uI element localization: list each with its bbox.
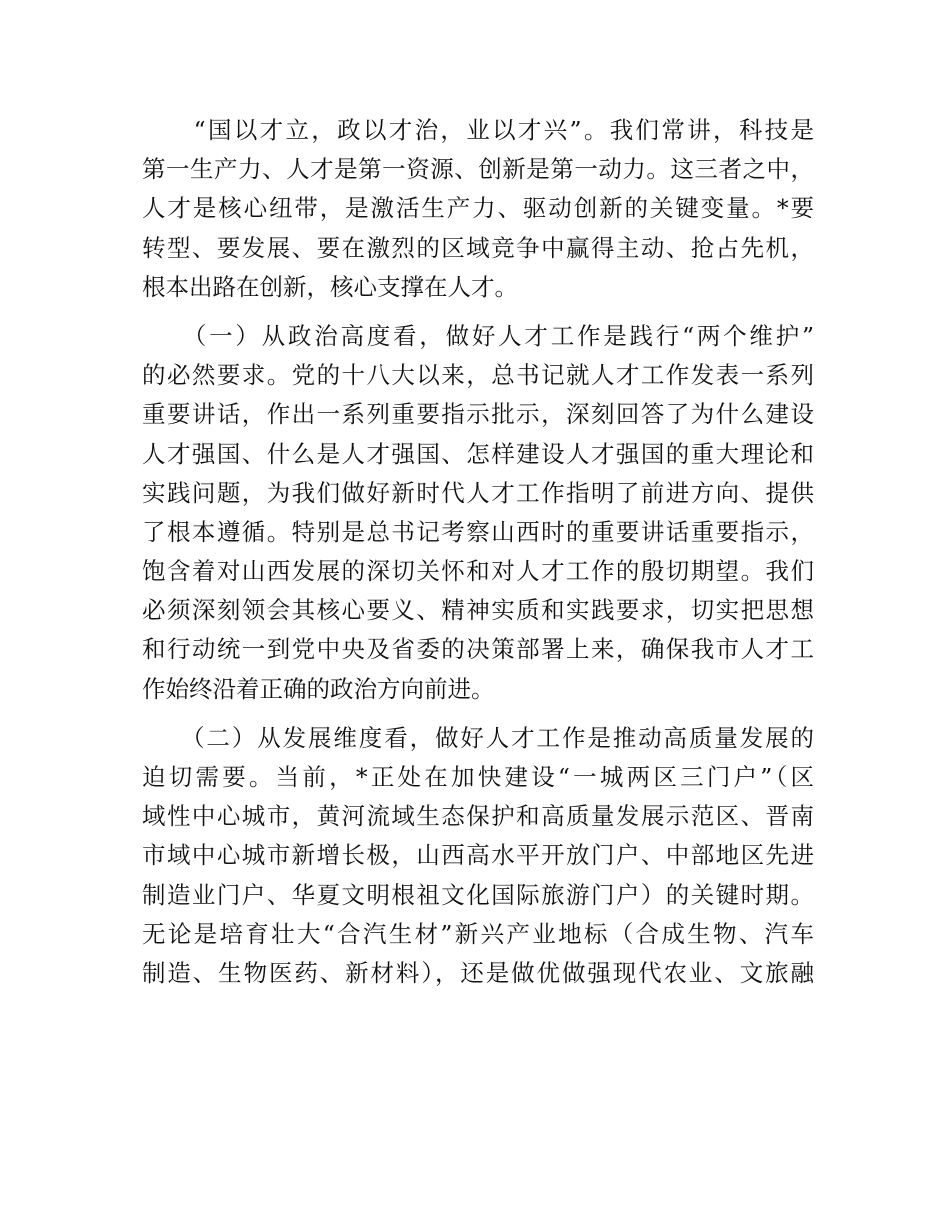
text-line: 根本出路在创新，核心支撑在人才。 — [142, 272, 518, 301]
paragraph-gap — [142, 709, 814, 719]
text-line: （一）从政治高度看，做好人才工作是践行“两个维护” — [142, 321, 814, 350]
text-line: （二）从发展维度看，做好人才工作是推动高质量发展的 — [142, 723, 814, 752]
text-line: 制造业门户、华夏文明根祖文化国际旅游门户）的关键时期。 — [142, 880, 814, 909]
paragraph-intro — [142, 111, 814, 307]
text-line: 域性中心城市，黄河流域生态保护和高质量发展示范区、晋南 — [142, 802, 814, 831]
text-line: 了根本遵循。特别是总书记考察山西时的重要讲话重要指示， — [142, 517, 814, 546]
text-line: 的必然要求。党的十八大以来，总书记就人才工作发表一系列 — [142, 361, 814, 390]
text-line: 饱含着对山西发展的深切关怀和对人才工作的殷切期望。我们 — [142, 557, 814, 586]
paragraph-development — [142, 719, 814, 993]
text-line: 人才是核心纽带，是激活生产力、驱动创新的关键变量。*要 — [142, 194, 814, 223]
text-line: 迫切需要。当前，*正处在加快建设“一城两区三门户”（区 — [142, 763, 814, 791]
text-line: 人才强国、什么是人才强国、怎样建设人才强国的重大理论和 — [142, 439, 814, 468]
text-line: 和行动统一到党中央及省委的决策部署上来，确保我市人才工 — [142, 635, 814, 664]
text-line: 市域中心城市新增长极，山西高水平开放门户、中部地区先进 — [142, 841, 814, 870]
text-line: 必须深刻领会其核心要义、精神实质和实践要求，切实把思想 — [142, 596, 814, 625]
paragraph-political — [142, 317, 814, 709]
text-line: 作始终沿着正确的政治方向前进。 — [142, 674, 495, 703]
text-line: 转型、要发展、要在激烈的区域竞争中赢得主动、抢占先机， — [142, 233, 814, 262]
text-line: 实践问题，为我们做好新时代人才工作指明了前进方向、提供 — [142, 478, 814, 507]
document-body — [142, 111, 814, 993]
text-line: “国以才立，政以才治，业以才兴”。我们常讲，科技是 — [142, 116, 814, 144]
text-line: 制造、生物医药、新材料），还是做优做强现代农业、文旅融 — [142, 958, 814, 987]
text-line: 无论是培育壮大“合汽生材”新兴产业地标（合成生物、汽车 — [142, 919, 814, 948]
text-line: 重要讲话，作出一系列重要指示批示，深刻回答了为什么建设 — [142, 400, 814, 429]
text-line: 第一生产力、人才是第一资源、创新是第一动力。这三者之中， — [142, 155, 814, 184]
paragraph-gap — [142, 307, 814, 317]
